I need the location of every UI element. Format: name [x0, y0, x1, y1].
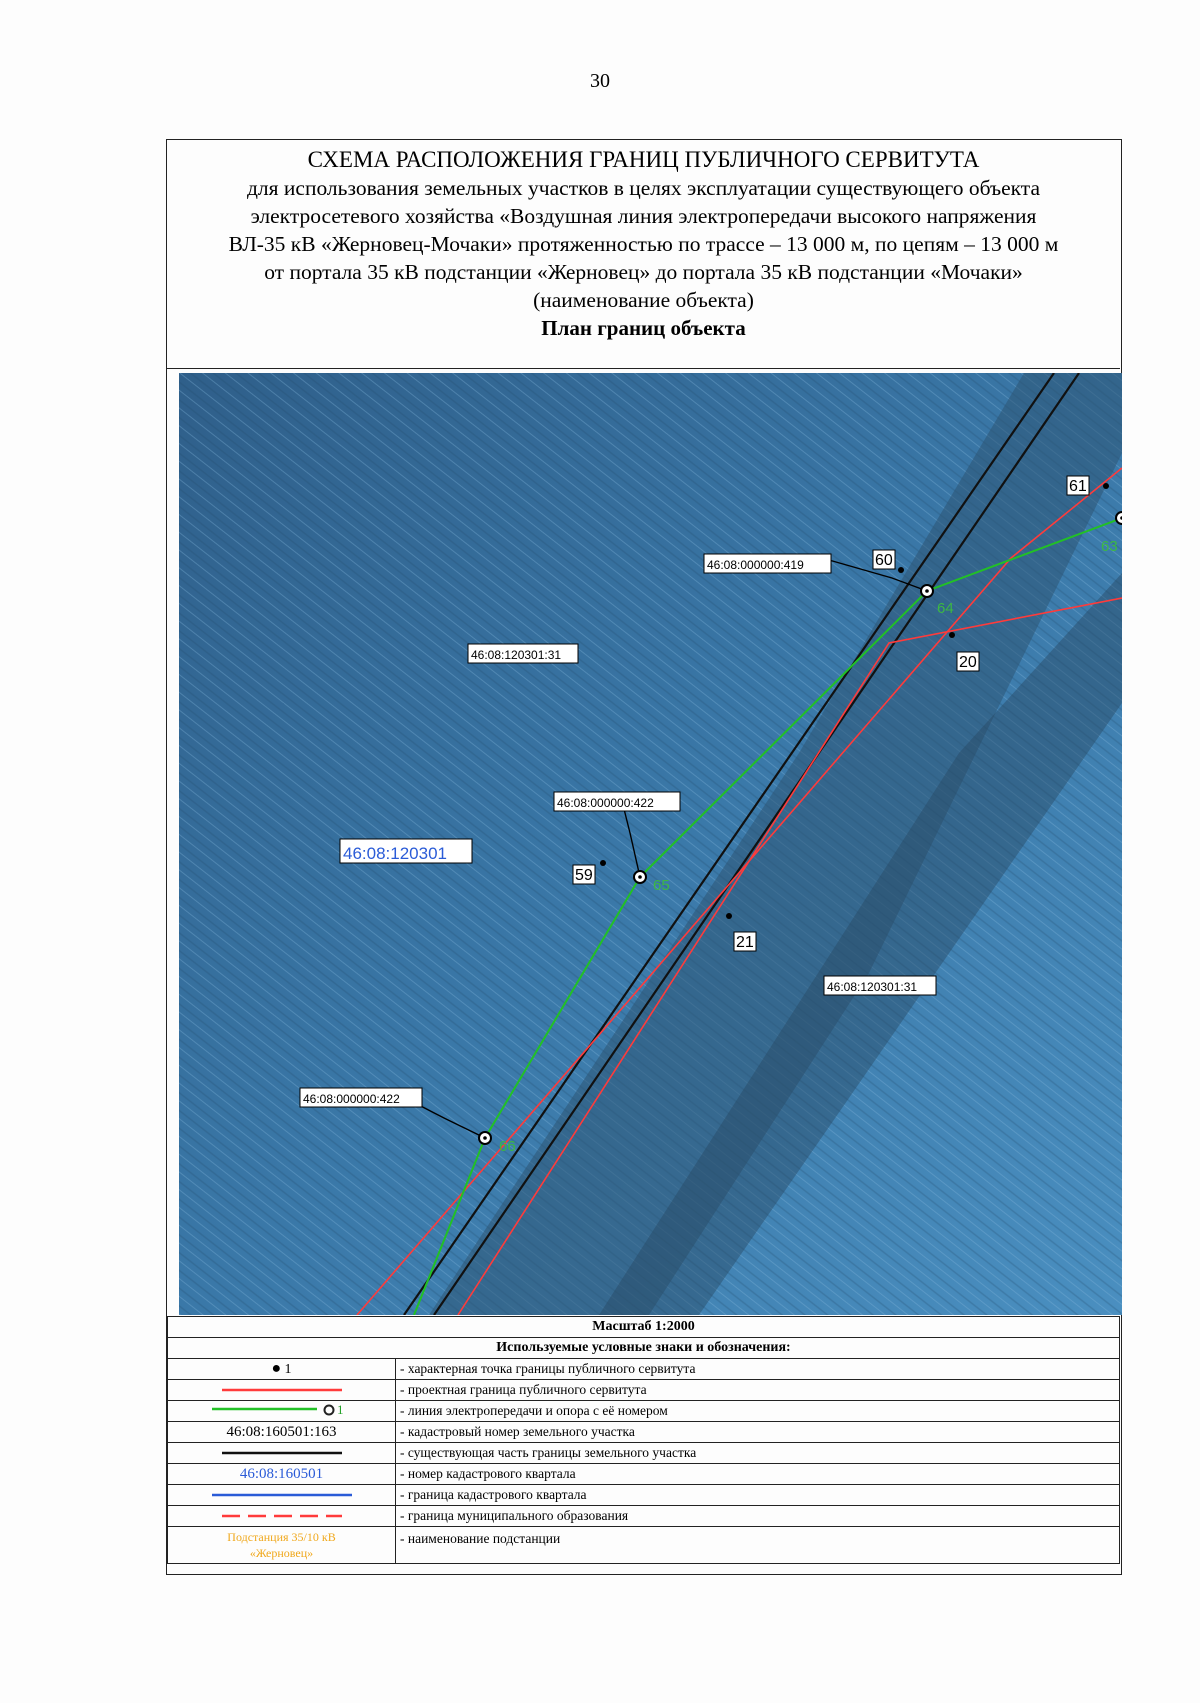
page-number: 30	[590, 70, 610, 92]
object-caption: (наименование объекта)	[533, 288, 754, 312]
legend-desc: - проектная граница публичного сервитута	[396, 1380, 1120, 1401]
boundary-point-label	[957, 652, 979, 671]
boundary-point-label	[873, 550, 895, 569]
scheme-header	[167, 140, 1120, 369]
support-marker-center	[638, 875, 642, 879]
legend-desc: - кадастровый номер земельного участка	[396, 1422, 1120, 1443]
cadastral-number: 46:08:120301:31	[827, 980, 918, 994]
legend-table	[167, 1316, 1120, 1564]
scheme-subtitle-line-3: электросетевого хозяйства «Воздушная линия электропередачи высокого напряжения	[250, 204, 1037, 228]
cadastral-number: 46:08:120301:31	[471, 648, 562, 662]
legend-row	[168, 1464, 1120, 1485]
support-number: 65	[653, 877, 670, 894]
legend-desc: - граница кадастрового квартала	[396, 1485, 1120, 1506]
cadastral-number: 46:08:000000:422	[303, 1092, 400, 1106]
boundary-point-number: 20	[959, 654, 977, 671]
support-number: 66	[499, 1138, 516, 1155]
legend-support-number: 1	[336, 1402, 343, 1416]
legend-row	[168, 1527, 1120, 1564]
scale-label: Масштаб 1:2000	[168, 1317, 1120, 1338]
boundary-point-number: 61	[1069, 478, 1087, 495]
boundary-point-marker	[1103, 483, 1109, 489]
legend-desc: - линия электропередачи и опора с её номером	[396, 1401, 1120, 1422]
legend-symbol-cadastral-number: 46:08:160501:163	[168, 1422, 396, 1443]
legend-desc: - номер кадастрового квартала	[396, 1464, 1120, 1485]
boundary-point-number: 21	[736, 934, 754, 951]
legend-desc: - граница муниципального образования	[396, 1506, 1120, 1527]
legend-row	[168, 1401, 1120, 1422]
plan-title: План границ объекта	[541, 316, 746, 340]
legend-row	[168, 1443, 1120, 1464]
cadastral-label	[468, 644, 578, 663]
legend-substation-line2: «Жерновец»	[249, 1546, 314, 1560]
support-number: 64	[937, 600, 954, 617]
legend-symbol-blue-line	[168, 1485, 396, 1506]
satellite-map	[179, 373, 1122, 1315]
boundary-point-number: 60	[875, 552, 893, 569]
legend-row	[168, 1380, 1120, 1401]
legend-substation-line1: Подстанция 35/10 кВ	[227, 1530, 336, 1544]
support-marker-center	[925, 589, 929, 593]
scheme-subtitle-line-4: ВЛ-35 кВ «Жерновец-Мочаки» протяженностью по трассе – 13 000 м, по цепям – 13 000 м	[228, 232, 1059, 256]
legend-heading: Используемые условные знаки и обозначения:	[168, 1338, 1120, 1359]
support-number: 63	[1101, 538, 1118, 555]
legend	[167, 1316, 1120, 1564]
cadastral-label	[554, 792, 680, 811]
legend-symbol-powerline	[168, 1401, 396, 1422]
boundary-point-label	[1067, 476, 1089, 495]
cadastral-number: 46:08:000000:419	[707, 558, 804, 572]
legend-symbol-black-line	[168, 1443, 396, 1464]
cadastral-label	[704, 554, 831, 573]
cadastral-label	[824, 976, 936, 995]
support-marker-center	[483, 1136, 487, 1140]
boundary-point-label	[734, 932, 756, 951]
legend-row	[168, 1422, 1120, 1443]
legend-symbol-quarter-number: 46:08:160501	[168, 1464, 396, 1485]
cadastral-number: 46:08:000000:422	[557, 796, 654, 810]
legend-desc: - характерная точка границы публичного сервитута	[396, 1359, 1120, 1380]
scheme-subtitle-line-2: для использования земельных участков в целях эксплуатации существующего объекта	[246, 176, 1041, 200]
boundary-point-number: 59	[575, 867, 593, 884]
legend-point-number: 1	[284, 1362, 292, 1377]
scheme-title: СХЕМА РАСПОЛОЖЕНИЯ ГРАНИЦ ПУБЛИЧНОГО СЕРВИТУТА	[307, 147, 980, 172]
cadastral-label	[340, 839, 472, 863]
map-svg	[179, 373, 1122, 1315]
legend-row	[168, 1485, 1120, 1506]
boundary-point-marker	[726, 913, 732, 919]
legend-symbol-substation	[168, 1527, 396, 1564]
scheme-subtitle-line-5: от портала 35 кВ подстанции «Жерновец» до портала 35 кВ подстанции «Мочаки»	[264, 260, 1023, 284]
legend-symbol-dashed-line	[168, 1506, 396, 1527]
legend-desc: - наименование подстанции	[396, 1527, 1120, 1564]
boundary-point-marker	[600, 860, 606, 866]
legend-desc: - существующая часть границы земельного участка	[396, 1443, 1120, 1464]
legend-row	[168, 1359, 1120, 1380]
legend-symbol-point: ● 1	[168, 1359, 396, 1380]
legend-row	[168, 1506, 1120, 1527]
boundary-point-marker	[949, 632, 955, 638]
boundary-point-marker	[898, 567, 904, 573]
cadastral-number: 46:08:120301	[343, 844, 447, 863]
cadastral-label	[300, 1088, 422, 1107]
scheme-frame	[166, 139, 1122, 1575]
legend-symbol-red-line	[168, 1380, 396, 1401]
boundary-point-label	[573, 865, 595, 884]
